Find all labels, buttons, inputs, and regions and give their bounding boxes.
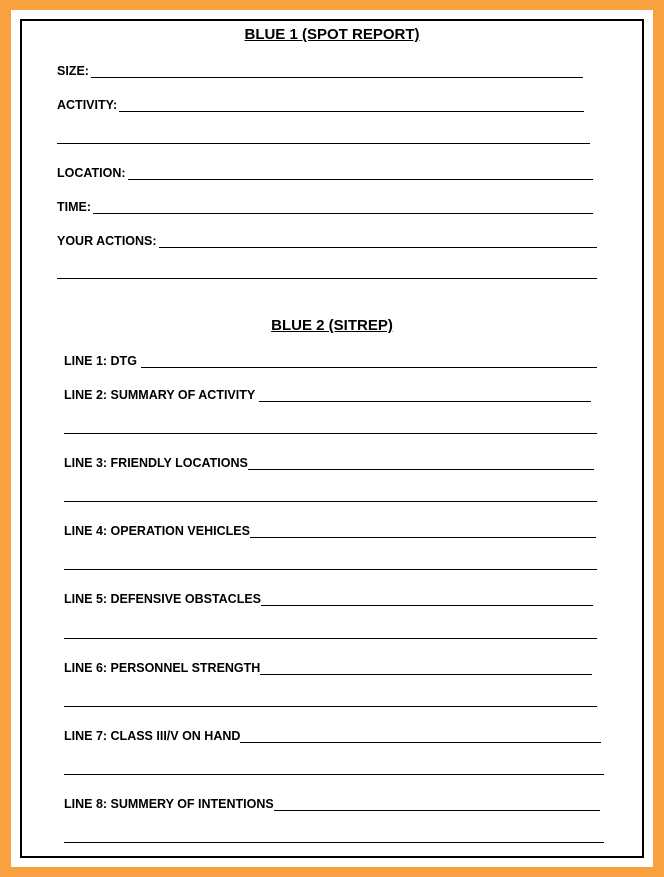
sitrep-line-6 xyxy=(64,659,592,675)
time-label: TIME: xyxy=(57,200,92,214)
activity-label: ACTIVITY: xyxy=(57,98,118,112)
line-4-continuation-line[interactable] xyxy=(64,569,597,570)
line-4-input-line[interactable] xyxy=(250,525,596,538)
line-8-input-line[interactable] xyxy=(274,798,600,811)
size-field xyxy=(57,62,583,78)
sitrep-line-2 xyxy=(64,386,591,402)
line-1-label: LINE 1: DTG xyxy=(64,354,137,368)
line-1-input-line[interactable] xyxy=(141,355,597,368)
line-3-input-line[interactable] xyxy=(248,457,594,470)
sitrep-line-7 xyxy=(64,727,601,743)
your-actions-input-line[interactable] xyxy=(159,235,597,248)
sitrep-title: BLUE 2 (SITREP) xyxy=(271,317,393,334)
line-8-continuation-line[interactable] xyxy=(64,842,604,843)
size-input-line[interactable] xyxy=(91,65,583,78)
line-2-input-line[interactable] xyxy=(259,389,591,402)
activity-field xyxy=(57,96,584,112)
time-input-line[interactable] xyxy=(93,201,593,214)
line-5-input-line[interactable] xyxy=(261,593,593,606)
line-7-continuation-line[interactable] xyxy=(64,774,604,775)
line-3-label: LINE 3: FRIENDLY LOCATIONS xyxy=(64,456,248,470)
line-2-label: LINE 2: SUMMARY OF ACTIVITY xyxy=(64,388,256,402)
line-6-input-line[interactable] xyxy=(260,662,592,675)
activity-input-line[interactable] xyxy=(119,99,584,112)
line-7-input-line[interactable] xyxy=(240,730,601,743)
line-6-continuation-line[interactable] xyxy=(64,706,597,707)
line-3-continuation-line[interactable] xyxy=(64,501,597,502)
location-input-line[interactable] xyxy=(128,167,593,180)
line-8-label: LINE 8: SUMMERY OF INTENTIONS xyxy=(64,797,274,811)
sitrep-line-3 xyxy=(64,454,594,470)
line-5-label: LINE 5: DEFENSIVE OBSTACLES xyxy=(64,592,262,606)
time-field xyxy=(57,198,593,214)
sitrep-line-4 xyxy=(64,522,596,538)
line-7-label: LINE 7: CLASS III/V ON HAND xyxy=(64,729,241,743)
line-2-continuation-line[interactable] xyxy=(64,433,597,434)
your-actions-continuation-line[interactable] xyxy=(57,278,597,279)
location-label: LOCATION: xyxy=(57,166,126,180)
line-4-label: LINE 4: OPERATION VEHICLES xyxy=(64,524,250,538)
activity-continuation-line[interactable] xyxy=(57,143,590,144)
spot-report-title: BLUE 1 (SPOT REPORT) xyxy=(244,26,420,43)
sitrep-line-5 xyxy=(64,590,593,606)
line-6-label: LINE 6: PERSONNEL STRENGTH xyxy=(64,661,261,675)
your-actions-field xyxy=(57,232,597,248)
your-actions-label: YOUR ACTIONS: xyxy=(57,234,157,248)
sitrep-line-1 xyxy=(64,352,597,368)
line-5-continuation-line[interactable] xyxy=(64,638,597,639)
sitrep-line-8 xyxy=(64,795,600,811)
size-label: SIZE: xyxy=(57,64,89,78)
location-field xyxy=(57,164,593,180)
